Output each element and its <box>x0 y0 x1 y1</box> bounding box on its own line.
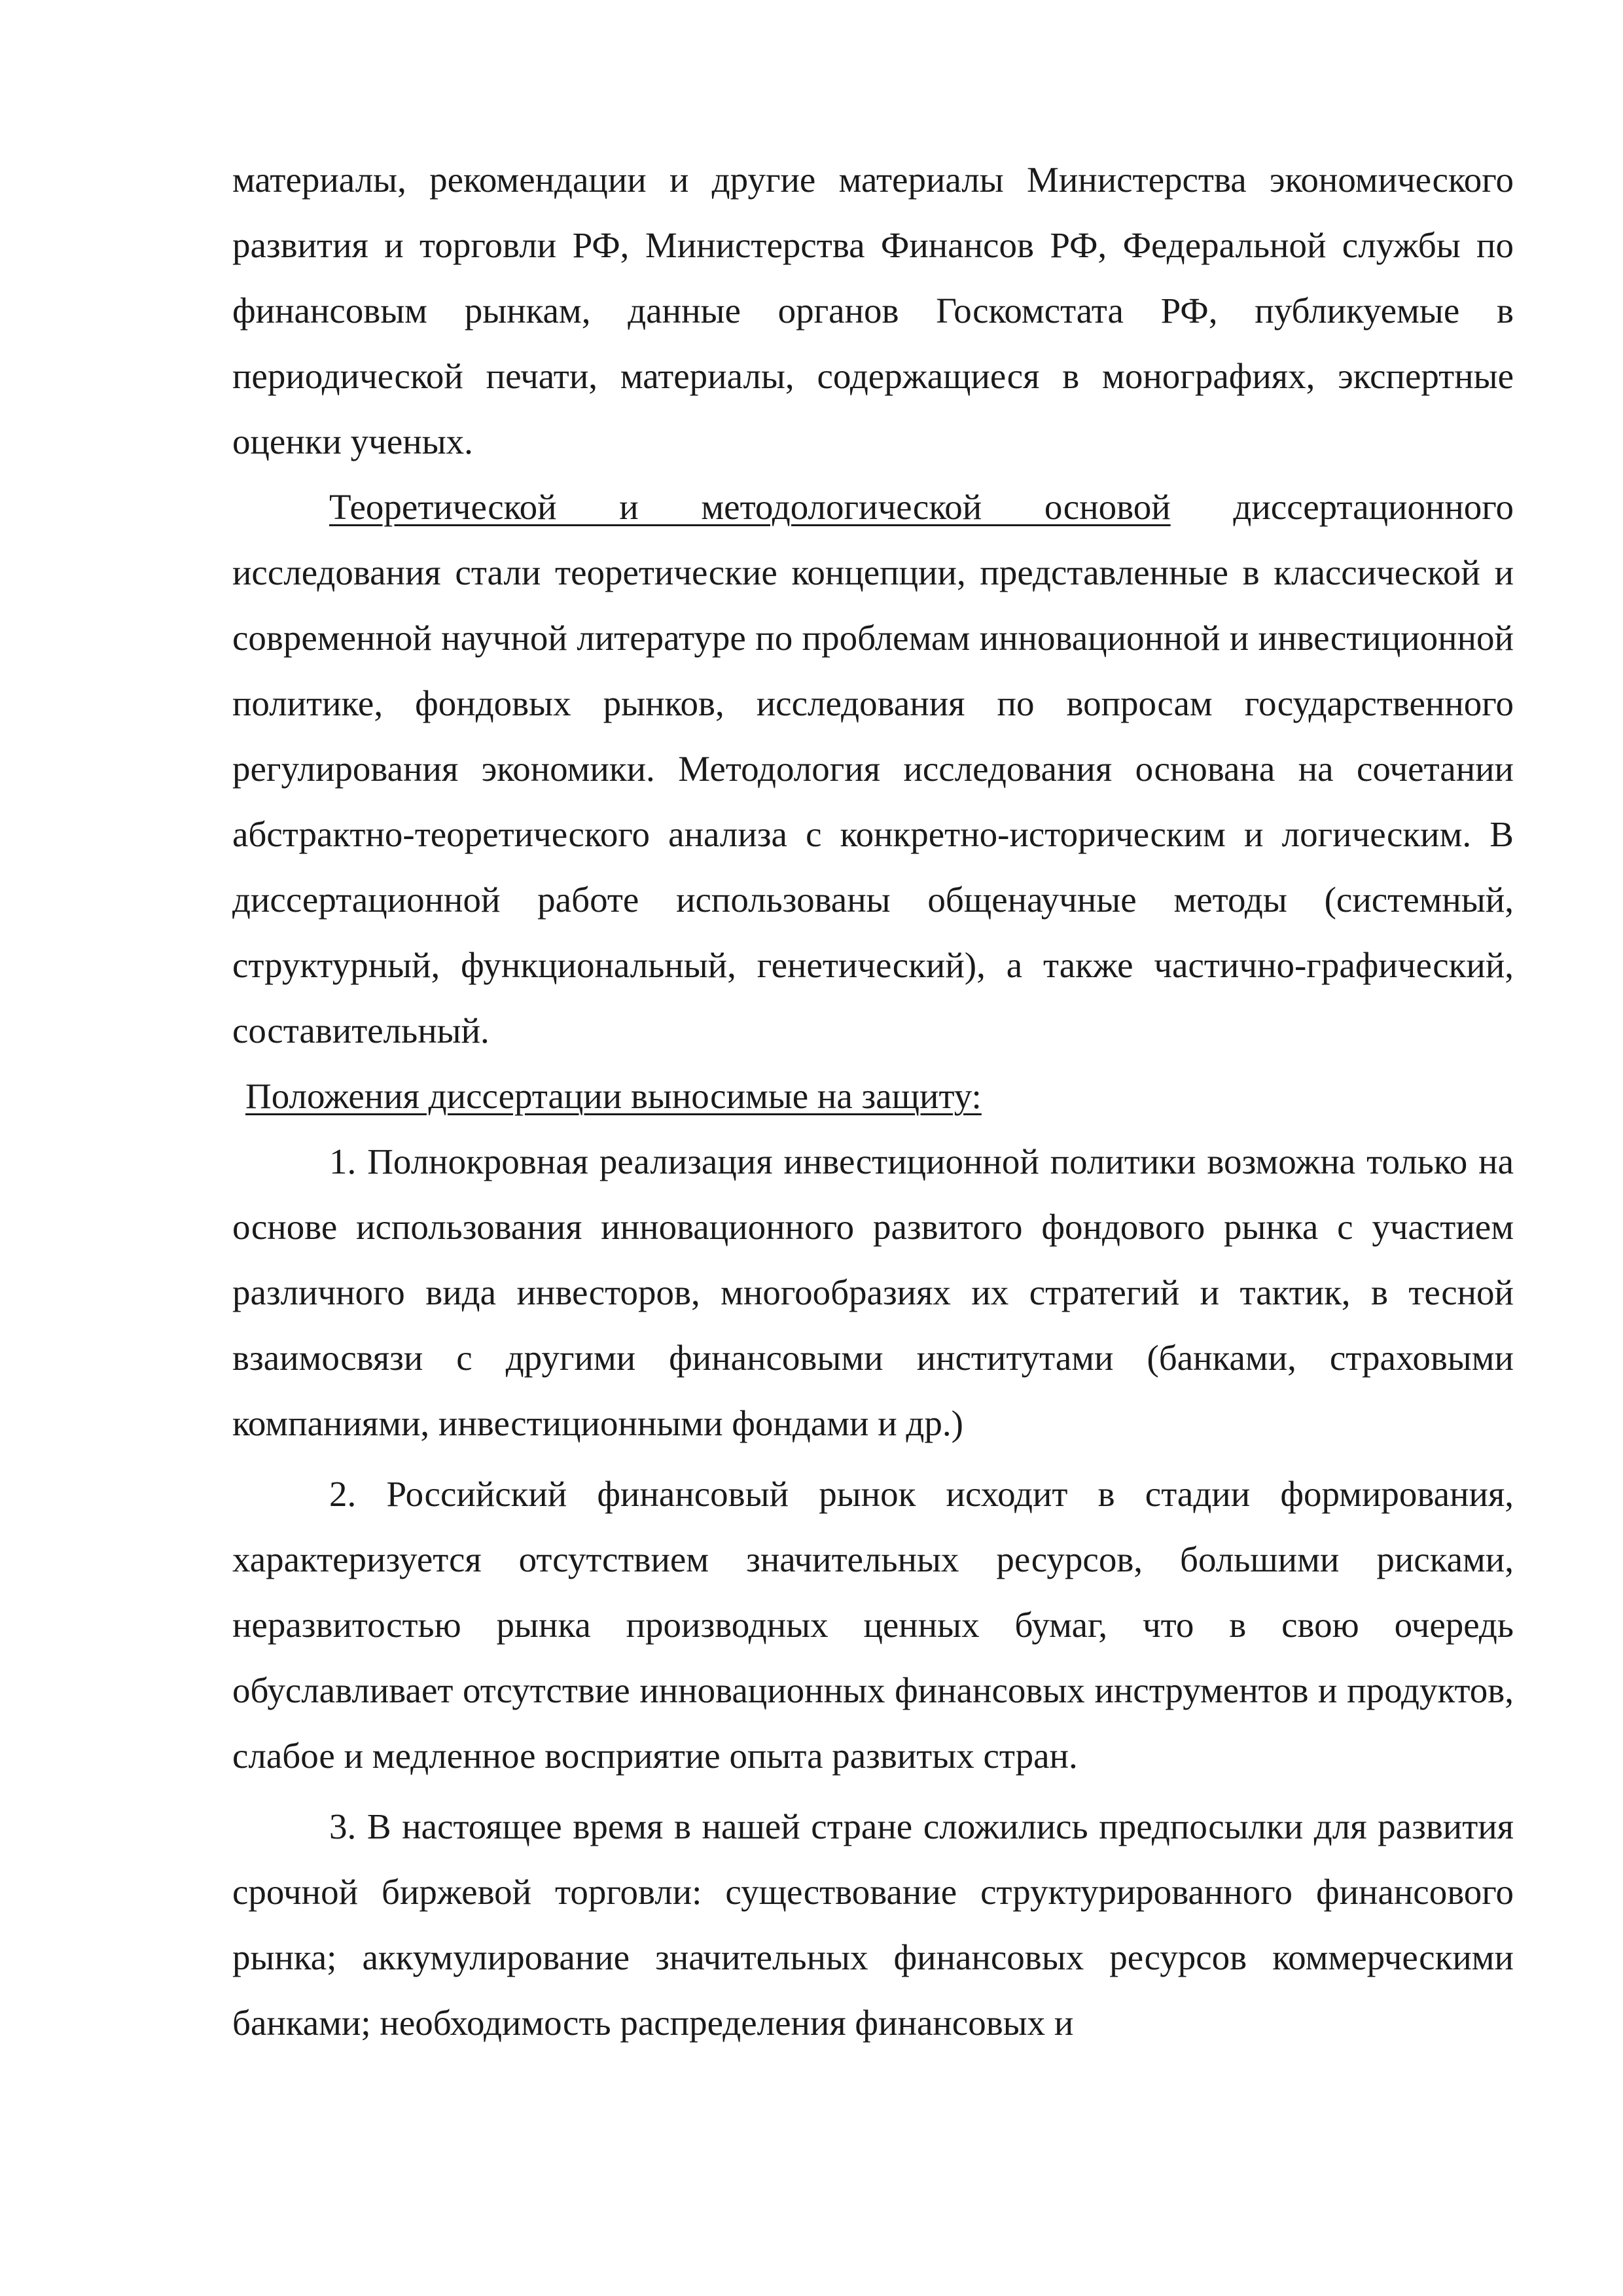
methodology-underlined-phrase: Теоретической и методологической основой <box>329 487 1171 527</box>
defense-provisions-heading: Положения диссертации выносимые на защиту: <box>245 1076 982 1116</box>
paragraph-sources: материалы, рекомендации и другие материалы Министерства экономического развития и торговли РФ, Министерства Финансов РФ, Федеральной службы по финансовым рынкам, данные органов Госкомстата РФ, публикуемые в периодической печати, материалы, содержащиеся в монографиях, экспертные оценки ученых. <box>232 160 1514 461</box>
document-page <box>232 147 1514 2056</box>
provision-1: 1. Полнокровная реализация инвестиционной политики возможна только на основе использования инновационного развитого фондового рынка с участием различного вида инвесторов, многообразиях их стратегий и тактик, в тесной взаимосвязи с другими финансовыми институтами (банками, страховыми компаниями, инвестиционными фондами и др.) <box>232 1141 1514 1443</box>
provision-3: 3. В настоящее время в нашей стране сложились предпосылки для развития срочной биржевой торговли: существование структурированного финансового рынка; аккумулирование значительных финансовых ресурсов коммерческими банками; необходимость распределения финансовых и <box>232 1806 1514 2043</box>
provision-2: 2. Российский финансовый рынок исходит в стадии формирования, характеризуется отсутствием значительных ресурсов, большими рисками, неразвитостью рынка производных ценных бумаг, что в свою очередь обуславливает отсутствие инновационных финансовых инструментов и продуктов, слабое и медленное восприятие опыта развитых стран. <box>232 1474 1514 1776</box>
methodology-text: диссертационного исследования стали теоретические концепции, представленные в классической и современной научной литературе по проблемам инновационной и инвестиционной политике, фондовых рынков, исследования по вопросам государственного регулирования экономики. Методология исследования основана на сочетании абстрактно-теоретического анализа с конкретно-историческим и логическим. В диссертационной работе использованы общенаучные методы (системный, структурный, функциональный, генетический), а также частично-графический, составительный. <box>232 487 1514 1050</box>
paragraph-methodology <box>232 475 1514 1064</box>
